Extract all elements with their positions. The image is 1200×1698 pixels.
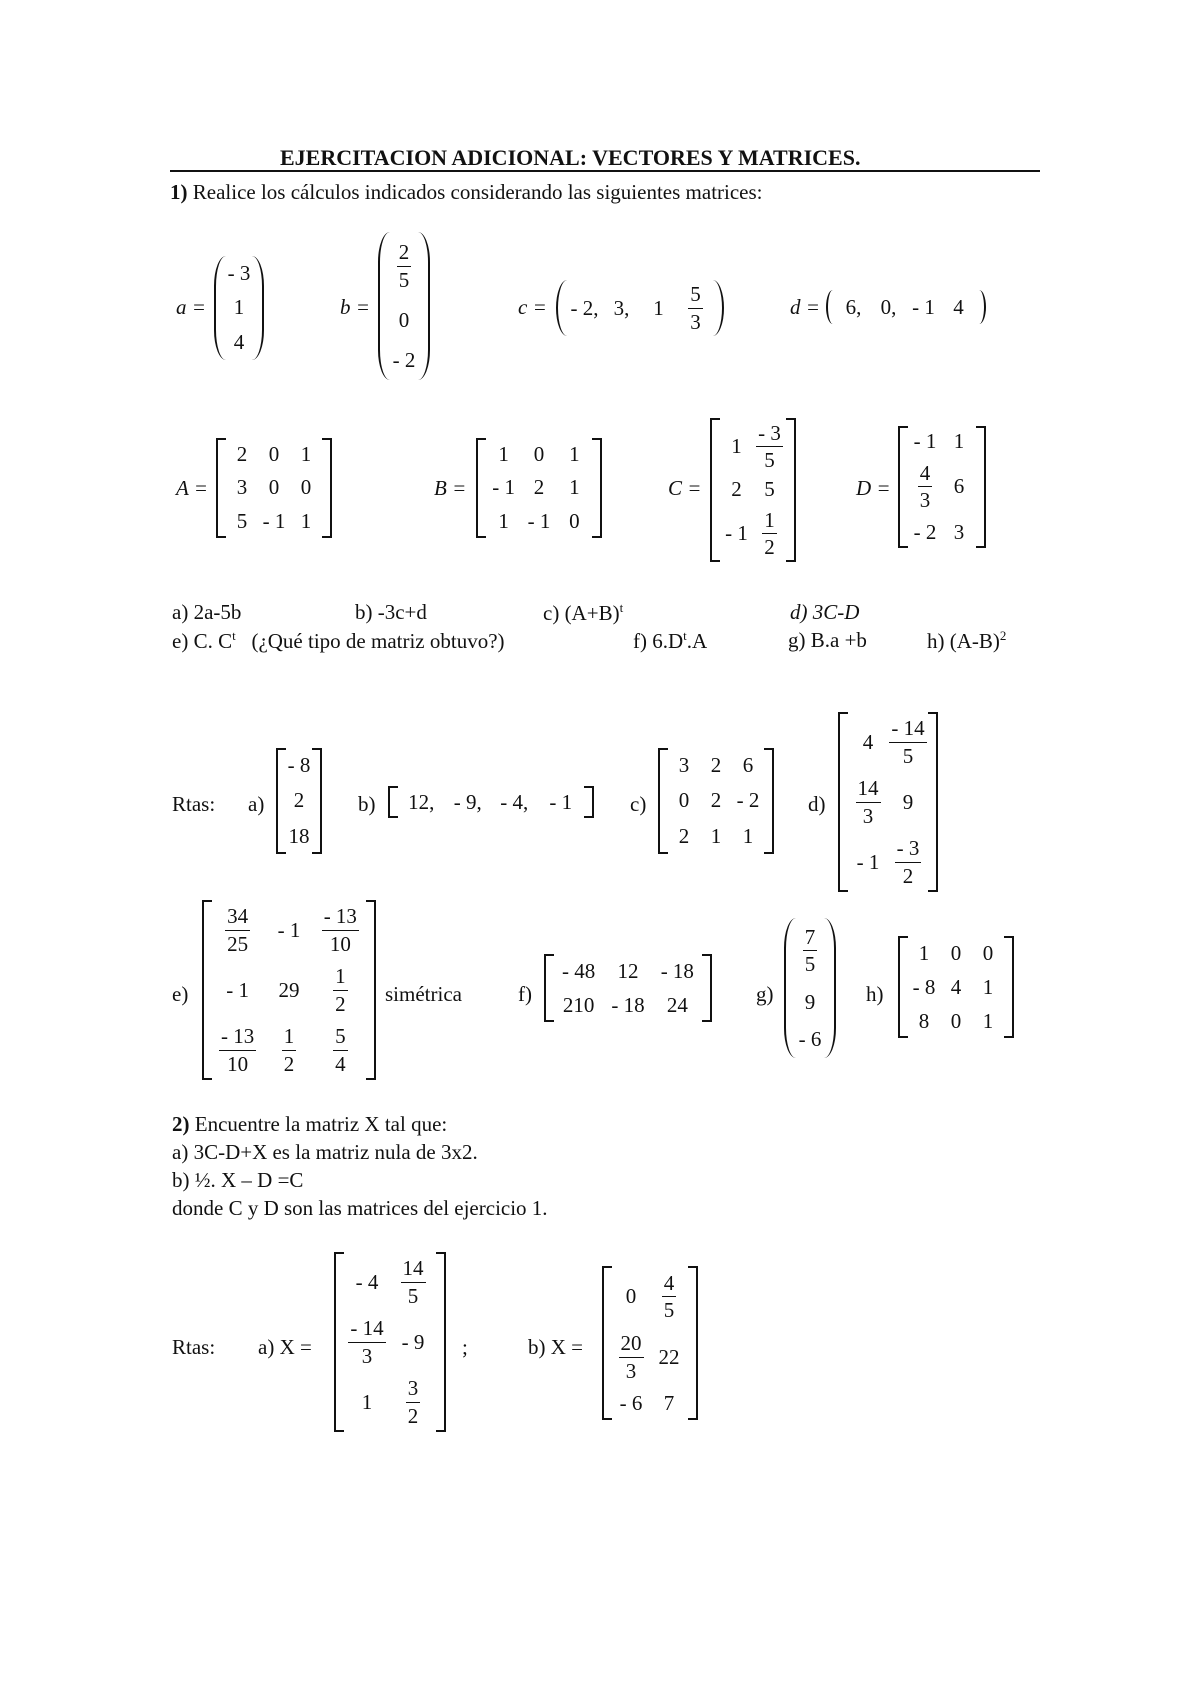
matrix-cell: $\frac{14}{3}$ [857,776,879,828]
matrix-cell: 0 [950,940,962,965]
answer-d-matrix [838,712,938,892]
ex2-text: Encuentre la matriz X tal que: [194,1112,448,1136]
ex2-item-a: a) 3C-D+X es la matriz nula de 3x2. [172,1140,478,1164]
ans-h-label: h) [866,982,884,1006]
matrix-cell: 9 [902,789,914,814]
matrix-cell: $\frac{- 3}{5}$ [758,421,781,473]
matrix-cell: - 1 [262,508,286,533]
matrix-cell: 12, [408,789,435,814]
matrix-cell: 3 [236,475,248,500]
matrix-cell: $\frac{7}{5}$ [804,925,816,977]
matrix-cell: $\frac{4}{5}$ [663,1270,675,1322]
matrix-D [898,426,986,548]
matrix-cell: - 1 [549,789,573,814]
answer-e-matrix [202,900,376,1080]
matrix-cell: 3, [613,295,630,320]
matrix-cell: - 2 [736,788,760,813]
matrix-cell: 0 [533,442,545,467]
matrix-cell: 2 [710,753,722,778]
matrix-cell: $\frac{1}{2}$ [764,507,775,559]
mat-B-label: B = [434,476,467,500]
item-c: c) $(A+B)^t$ [543,600,624,625]
matrix-cell: 7 [663,1391,675,1416]
item-h: h) $(A-B)^2$ [927,628,1007,653]
matrix-cell: 1 [918,940,930,965]
ex1-number: 1) [170,180,188,204]
ex2-note: donde C y D son las matrices del ejercicio 1. [172,1196,548,1220]
matrix-cell: 0 [398,307,410,332]
answer-c-matrix [658,748,774,854]
matrix-cell: 29 [278,977,300,1002]
matrix-cell: 1 [233,295,245,320]
matrix-cell: 0 [300,475,312,500]
matrix-cell: 22 [658,1344,680,1369]
matrix-cell: 1 [569,475,580,500]
mat-C-label: C = [668,476,702,500]
ex2-statement [172,1112,447,1137]
matrix-cell: - 1 [856,849,880,874]
matrix-cell: 0 [268,442,280,467]
matrix-cell: $\frac{20}{3}$ [620,1331,642,1383]
vector-d [826,290,986,324]
ex2-separator: ; [462,1335,468,1359]
matrix-cell: 0 [268,475,280,500]
matrix-cell: 2 [731,477,742,502]
ex2-ans-b-label: b) X = [528,1335,584,1359]
matrix-cell: 3 [678,753,690,778]
matrix-cell: 0 [625,1283,637,1308]
matrix-cell: 0 [982,940,994,965]
matrix-cell: $\frac{5}{4}$ [335,1024,346,1076]
matrix-cell: 12 [617,958,639,983]
item-g: g) B.a +b [788,628,867,652]
ans-g-label: g) [756,982,774,1006]
matrix-B [476,438,602,538]
matrix-cell: 2 [710,788,722,813]
matrix-cell: 9 [804,989,816,1014]
item-b: b) -3c+d [355,600,427,624]
matrix-cell: $\frac{4}{3}$ [919,461,931,513]
matrix-cell: - 18 [611,992,645,1017]
matrix-cell: 0 [569,508,580,533]
matrix-cell: - 18 [660,958,694,983]
matrix-cell: $\frac{- 13}{10}$ [323,904,357,956]
ans-a-label: a) [248,792,265,816]
ans-f-label: f) [518,982,532,1006]
vec-b-label: b = [340,295,370,319]
matrix-cell: 4 [950,974,962,999]
matrix-cell: - 6 [619,1391,643,1416]
ans-e-label: e) [172,982,189,1006]
item-d: d) 3C-D [790,600,860,624]
ex1-statement [170,180,763,205]
matrix-A [216,438,332,538]
matrix-cell: 1 [953,429,965,454]
matrix-cell: $\frac{2}{5}$ [398,240,410,292]
matrix-cell: 1 [742,823,754,848]
matrix-cell: 18 [288,823,310,848]
item-f: f) $6.D^t.A$ [633,628,708,653]
ans-c-label: c) [630,792,647,816]
matrix-cell: $\frac{- 14}{5}$ [891,716,925,768]
ex2-ans-a-label: a) X = [258,1335,312,1359]
matrix-cell: - 1 [226,977,250,1002]
matrix-cell: 6 [742,753,754,778]
vec-d-label: d = [790,295,820,319]
matrix-cell: 1 [498,442,509,467]
matrix-cell: - 1 [277,917,301,942]
matrix-cell: 24 [666,992,688,1017]
matrix-cell: - 1 [492,475,516,500]
ex2-answer-a-matrix [334,1252,446,1432]
matrix-cell: 6 [953,474,965,499]
matrix-cell: $\frac{1}{2}$ [283,1024,295,1076]
title-underline [170,170,1040,172]
vector-a [214,256,264,360]
vector-b [378,232,430,380]
matrix-cell: 1 [300,442,312,467]
vec-c-label: c = [518,295,547,319]
matrix-cell: 2 [236,442,248,467]
page-title: EJERCITACION ADICIONAL: VECTORES Y MATRICES. [280,145,861,170]
matrix-cell: 1 [982,974,994,999]
ex2-number: 2) [172,1112,190,1136]
matrix-cell: - 8 [287,753,311,778]
ans-e-note: simétrica [385,982,462,1006]
matrix-C [710,418,796,562]
matrix-cell: - 2, [570,295,599,320]
matrix-cell: 1 [300,508,312,533]
matrix-cell: $\frac{3}{2}$ [407,1376,419,1428]
matrix-cell: - 1 [913,429,937,454]
matrix-cell: 0 [950,1008,962,1033]
matrix-cell: 1 [569,442,580,467]
matrix-cell: 4 [862,729,874,754]
matrix-cell: 5 [236,508,248,533]
matrix-cell: 5 [764,477,775,502]
vector-c [556,280,724,336]
matrix-cell: $\frac{14}{5}$ [402,1256,424,1308]
item-e: e) C. $C^t$ (¿Qué tipo de matriz obtuvo?) [172,628,505,653]
matrix-cell: - 2 [392,347,416,372]
answer-h-matrix [898,936,1014,1038]
ans-d-label: d) [808,792,826,816]
matrix-cell: 210 [562,992,595,1017]
matrix-cell: 1 [731,434,742,459]
matrix-cell: 1 [982,1008,994,1033]
matrix-cell: 1 [498,508,509,533]
matrix-cell: $\frac{5}{3}$ [690,282,701,334]
matrix-cell: $\frac{1}{2}$ [335,964,346,1016]
item-a: a) 2a-5b [172,600,242,624]
ex2-answer-b-matrix [602,1266,698,1420]
matrix-cell: $\frac{- 13}{10}$ [221,1024,255,1076]
matrix-cell: - 1 [912,294,935,319]
matrix-cell: 1 [710,823,722,848]
mat-D-label: D = [856,476,891,500]
matrix-cell: 4 [233,330,245,355]
ans-b-label: b) [358,792,376,816]
answer-b-matrix [388,786,594,818]
ex2-rtas-label: Rtas: [172,1335,216,1359]
matrix-cell: 0, [880,294,897,319]
matrix-cell: 1 [361,1389,373,1414]
matrix-cell: - 4 [355,1269,379,1294]
matrix-cell: - 2 [913,519,937,544]
matrix-cell: - 6 [798,1026,822,1051]
matrix-cell: - 8 [912,974,936,999]
matrix-cell: 1 [653,295,664,320]
answer-f-matrix [544,954,712,1022]
matrix-cell: 6, [845,294,862,319]
matrix-cell: - 3 [227,260,251,285]
matrix-cell: 2 [678,823,690,848]
matrix-cell: $\frac{34}{25}$ [227,904,249,956]
matrix-cell: - 48 [562,958,596,983]
matrix-cell: 3 [953,519,965,544]
vec-a-label: a = [176,295,206,319]
answer-g-matrix [784,918,836,1058]
matrix-cell: 2 [533,475,545,500]
matrix-cell: 0 [678,788,690,813]
matrix-cell: - 9 [401,1329,425,1354]
ex2-item-b: b) ½. X – D =C [172,1168,304,1192]
answer-a-matrix [276,748,322,854]
ex1-text: Realice los cálculos indicados considerando las siguientes matrices: [192,180,763,204]
matrix-cell: $\frac{- 14}{3}$ [350,1316,384,1368]
matrix-cell: 8 [918,1008,930,1033]
matrix-cell: - 1 [725,520,748,545]
rtas-label: Rtas: [172,792,216,816]
matrix-cell: - 9, [453,789,482,814]
matrix-cell: - 1 [527,508,551,533]
matrix-cell: - 4, [500,789,529,814]
mat-A-label: A = [176,476,208,500]
matrix-cell: 2 [293,788,305,813]
matrix-cell: $\frac{- 3}{2}$ [896,836,920,888]
matrix-cell: 4 [953,294,964,319]
